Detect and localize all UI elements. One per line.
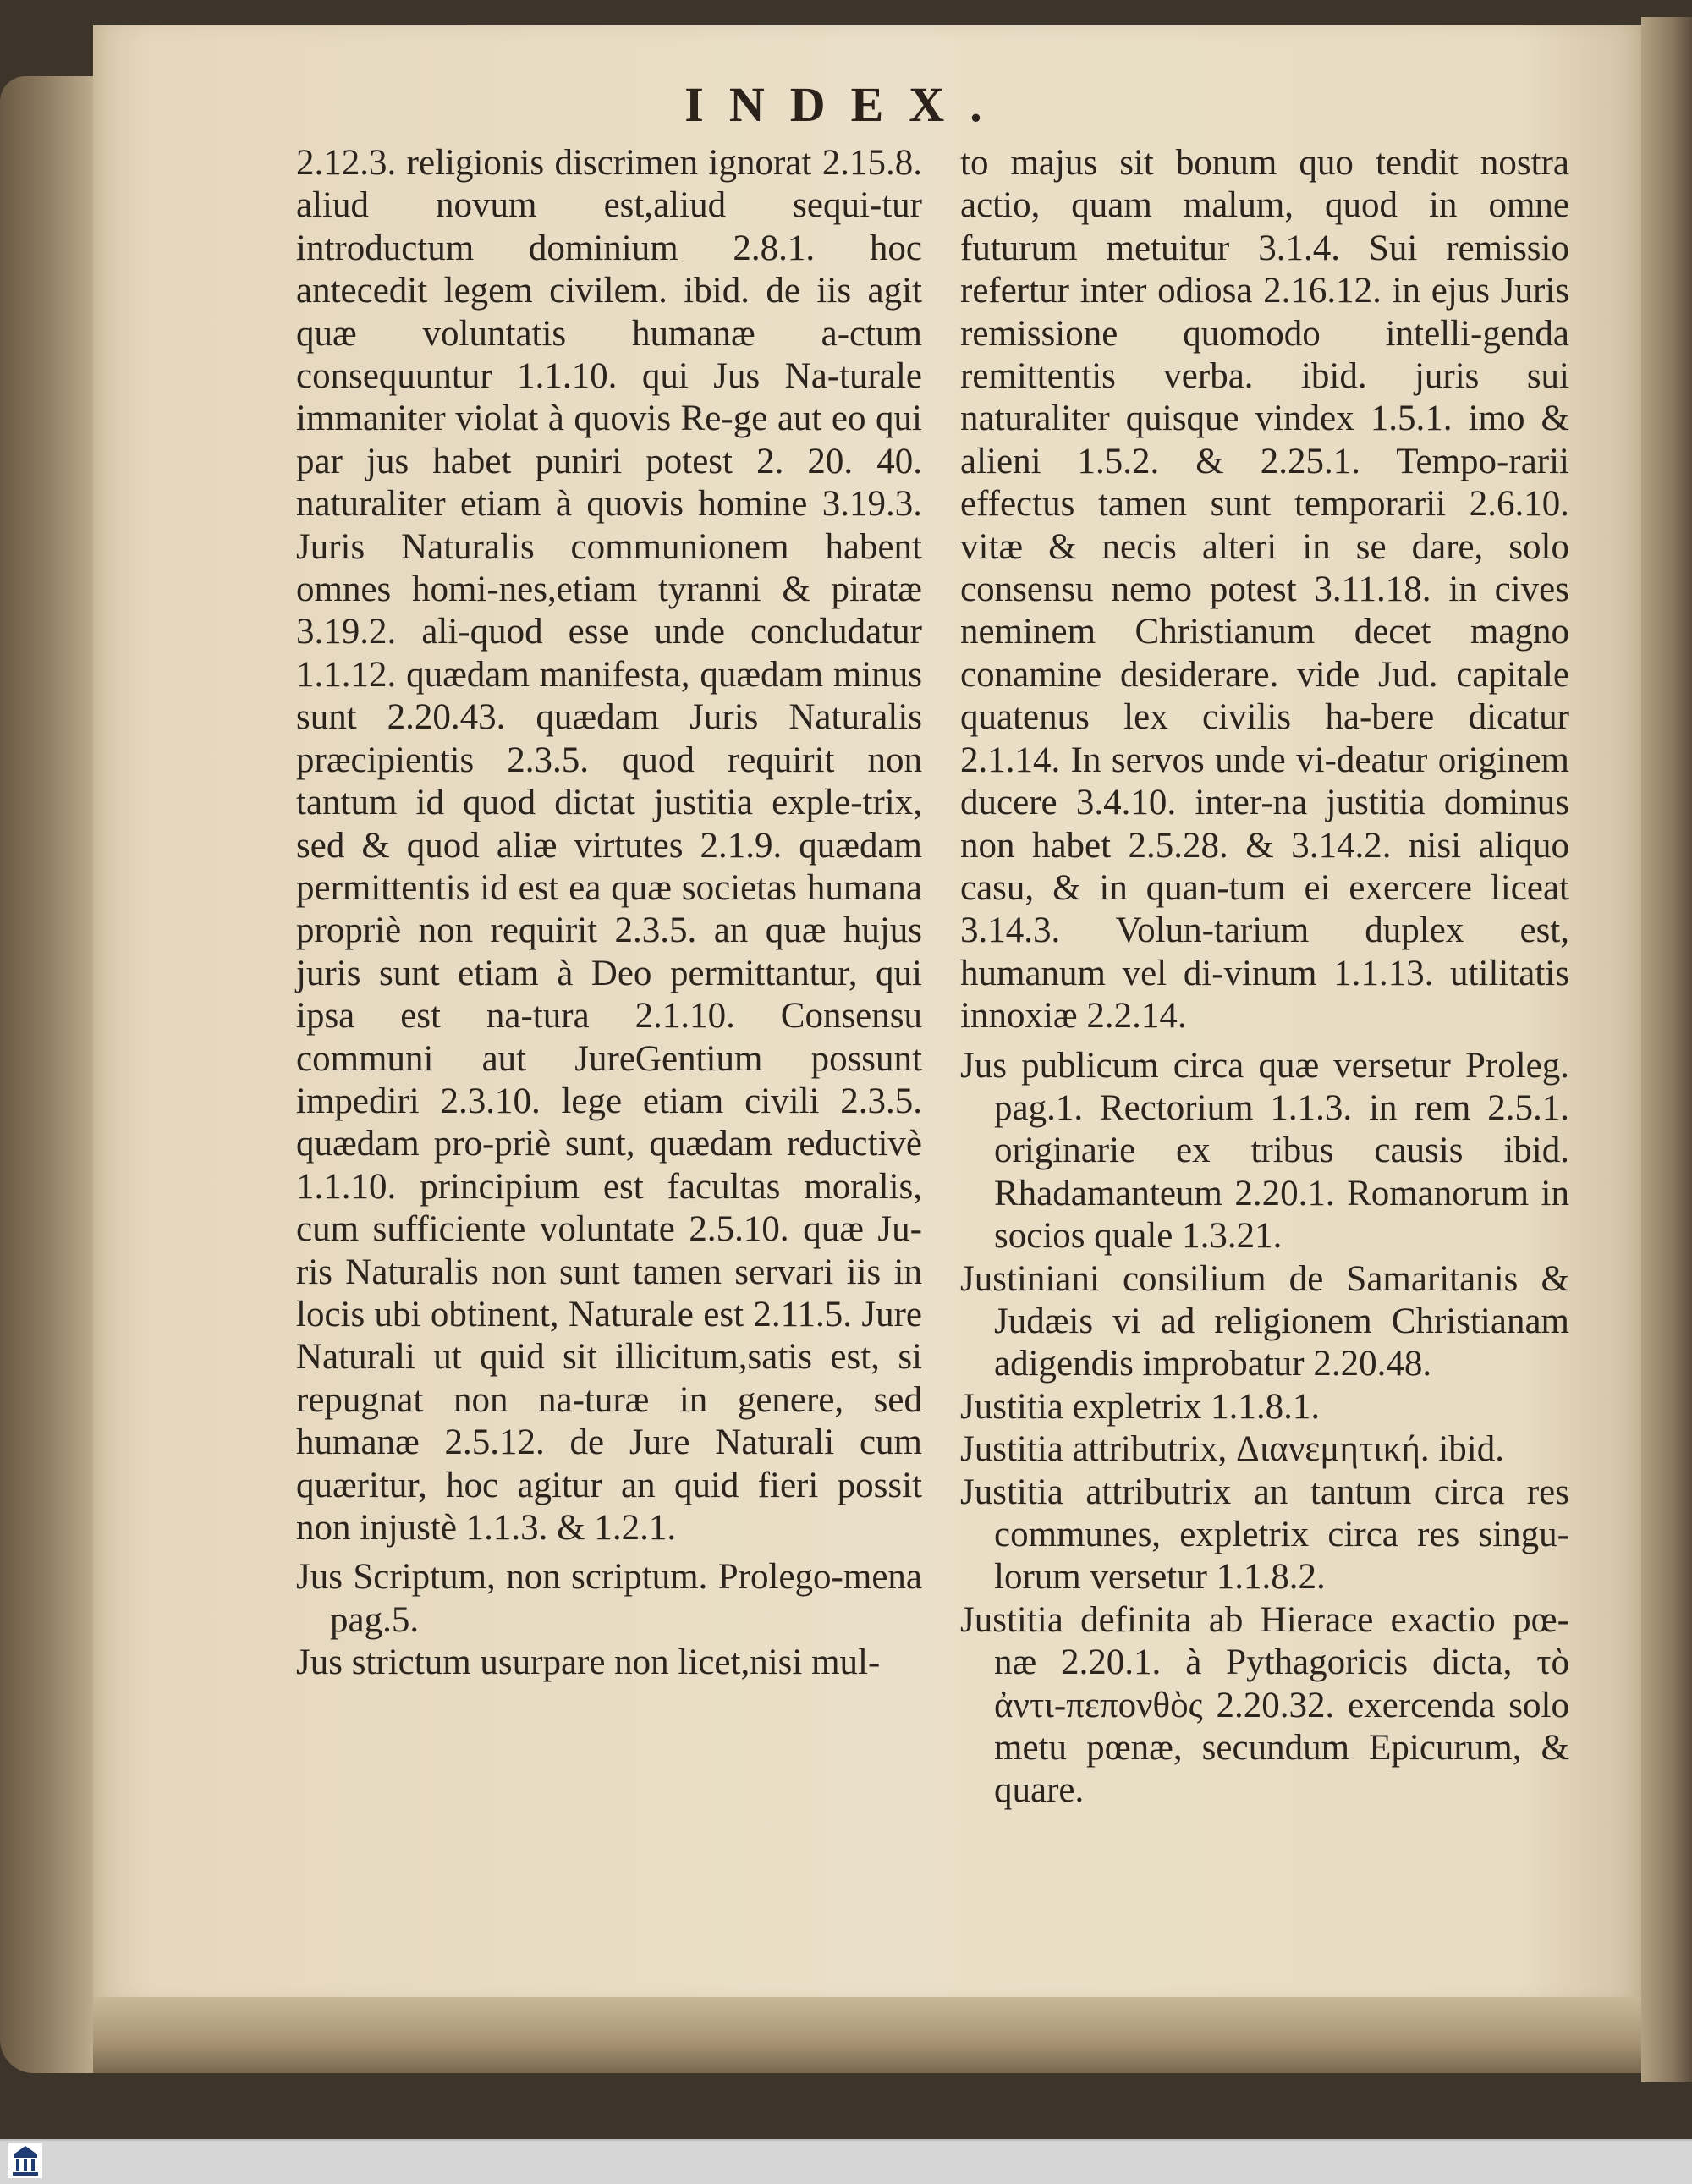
index-entry: Justitia definita ab Hierace exactio pœ-næ 2.20.1. à Pythagoricis dicta, τὸ ἀντι-πεπονθὸς 2.20.32. exercenda solo metu pœnæ, secundum Epicurum, & quare. [960, 1599, 1569, 1811]
index-entry: Justitia expletrix 1.1.8.1. [960, 1386, 1321, 1427]
right-column [960, 142, 1569, 1813]
viewer-footer-bar [0, 2139, 1692, 2184]
book-edge-right [1641, 17, 1692, 2082]
index-entry: Justiniani consilium de Samaritanis & Judæis vi ad religionem Christianam adigendis improbatur 2.20.48. [960, 1258, 1569, 1384]
index-entry: Justitia attributrix, Διανεμητική. ibid. [960, 1429, 1504, 1470]
page-bottom-edge [93, 1997, 1641, 2073]
index-entry: Jus Scriptum, non scriptum. Prolego-mena pag.5. [296, 1557, 922, 1640]
index-entry: Jus strictum usurpare non licet,nisi mul- [296, 1642, 881, 1683]
page-header: INDEX. [684, 77, 1008, 132]
left-column [296, 142, 922, 1685]
index-entry: to majus sit bonum quo tendit nostra actio, quam malum, quod in omne futurum metuitur 3.1.4. Sui remissio refertur inter odiosa 2.16.12. in ejus Juris remissione quomodo intelli-genda remittentis verba. ibid. juris sui naturaliter quisque vindex 1.5.1. imo & alieni 1.5.2. & 2.25.1. Tempo-rarii effectus tamen sunt temporarii 2.6.10. vitæ & necis alteri in se dare, solo consensu nemo potest 3.11.18. in cives neminem Christianum decet magno conamine desiderare. vide Jud. capitale quatenus lex civilis ha-bere dicatur 2.1.14. In servos unde vi-deatur originem ducere 3.4.10. inter-na justitia dominus non habet 2.5.28. & 3.14.2. nisi aliquo casu, & in quan-tum ei exercere liceat 3.14.3. Volun-tarium duplex est, humanum vel di-vinum 1.1.13. utilitatis innoxiæ 2.2.14. [960, 143, 1569, 1037]
index-entry: Justitia attributrix an tantum circa res communes, expletrix circa res singu-lorum versetur 1.1.8.2. [960, 1472, 1569, 1598]
index-entry: Jus publicum circa quæ versetur Proleg. pag.1. Rectorium 1.1.3. in rem 2.5.1. originarie ex tribus causis ibid. Rhadamanteum 2.20.1. Romanorum in socios quale 1.3.21. [960, 1045, 1569, 1257]
library-logo-icon [8, 2143, 42, 2178]
index-entry: 2.12.3. religionis discrimen ignorat 2.15.8. aliud novum est,aliud sequi-tur introductum dominium 2.8.1. hoc antecedit legem civilem. ibid. de iis agit quæ voluntatis humanæ a-ctum consequuntur 1.1.10. qui Jus Na-turale immaniter violat à quovis Re-ge aut eo qui par jus habet puniri potest 2. 20. 40. naturaliter etiam à quovis homine 3.19.3. Juris Naturalis communionem habent omnes homi-nes,etiam tyranni & piratæ 3.19.2. ali-quod esse unde concludatur 1.1.12. quædam manifesta, quædam minus sunt 2.20.43. quædam Juris Naturalis præcipientis 2.3.5. quod requirit non tantum id quod dictat justitia exple-trix, sed & quod aliæ virtutes 2.1.9. quædam permittentis id est ea quæ societas humana propriè non requirit 2.3.5. an quæ hujus juris sunt etiam à Deo permittantur, qui ipsa est na-tura 2.1.10. Consensu communi aut JureGentium possunt impediri 2.3.10. lege etiam civili 2.3.5. quædam pro-priè sunt, quædam reductivè 1.1.10. principium est facultas moralis, cum sufficiente voluntate 2.5.10. quæ Ju-ris Naturalis non sunt tamen servari iis in locis ubi obtinent, Naturale est 2.11.5. Jure Naturali ut quid sit illicitum,satis est, si repugnat non na-turæ in genere, sed humanæ 2.5.12. de Jure Naturali cum quæritur, hoc agitur an quid fieri possit non injustè 1.1.3. & 1.2.1. [296, 143, 922, 1548]
